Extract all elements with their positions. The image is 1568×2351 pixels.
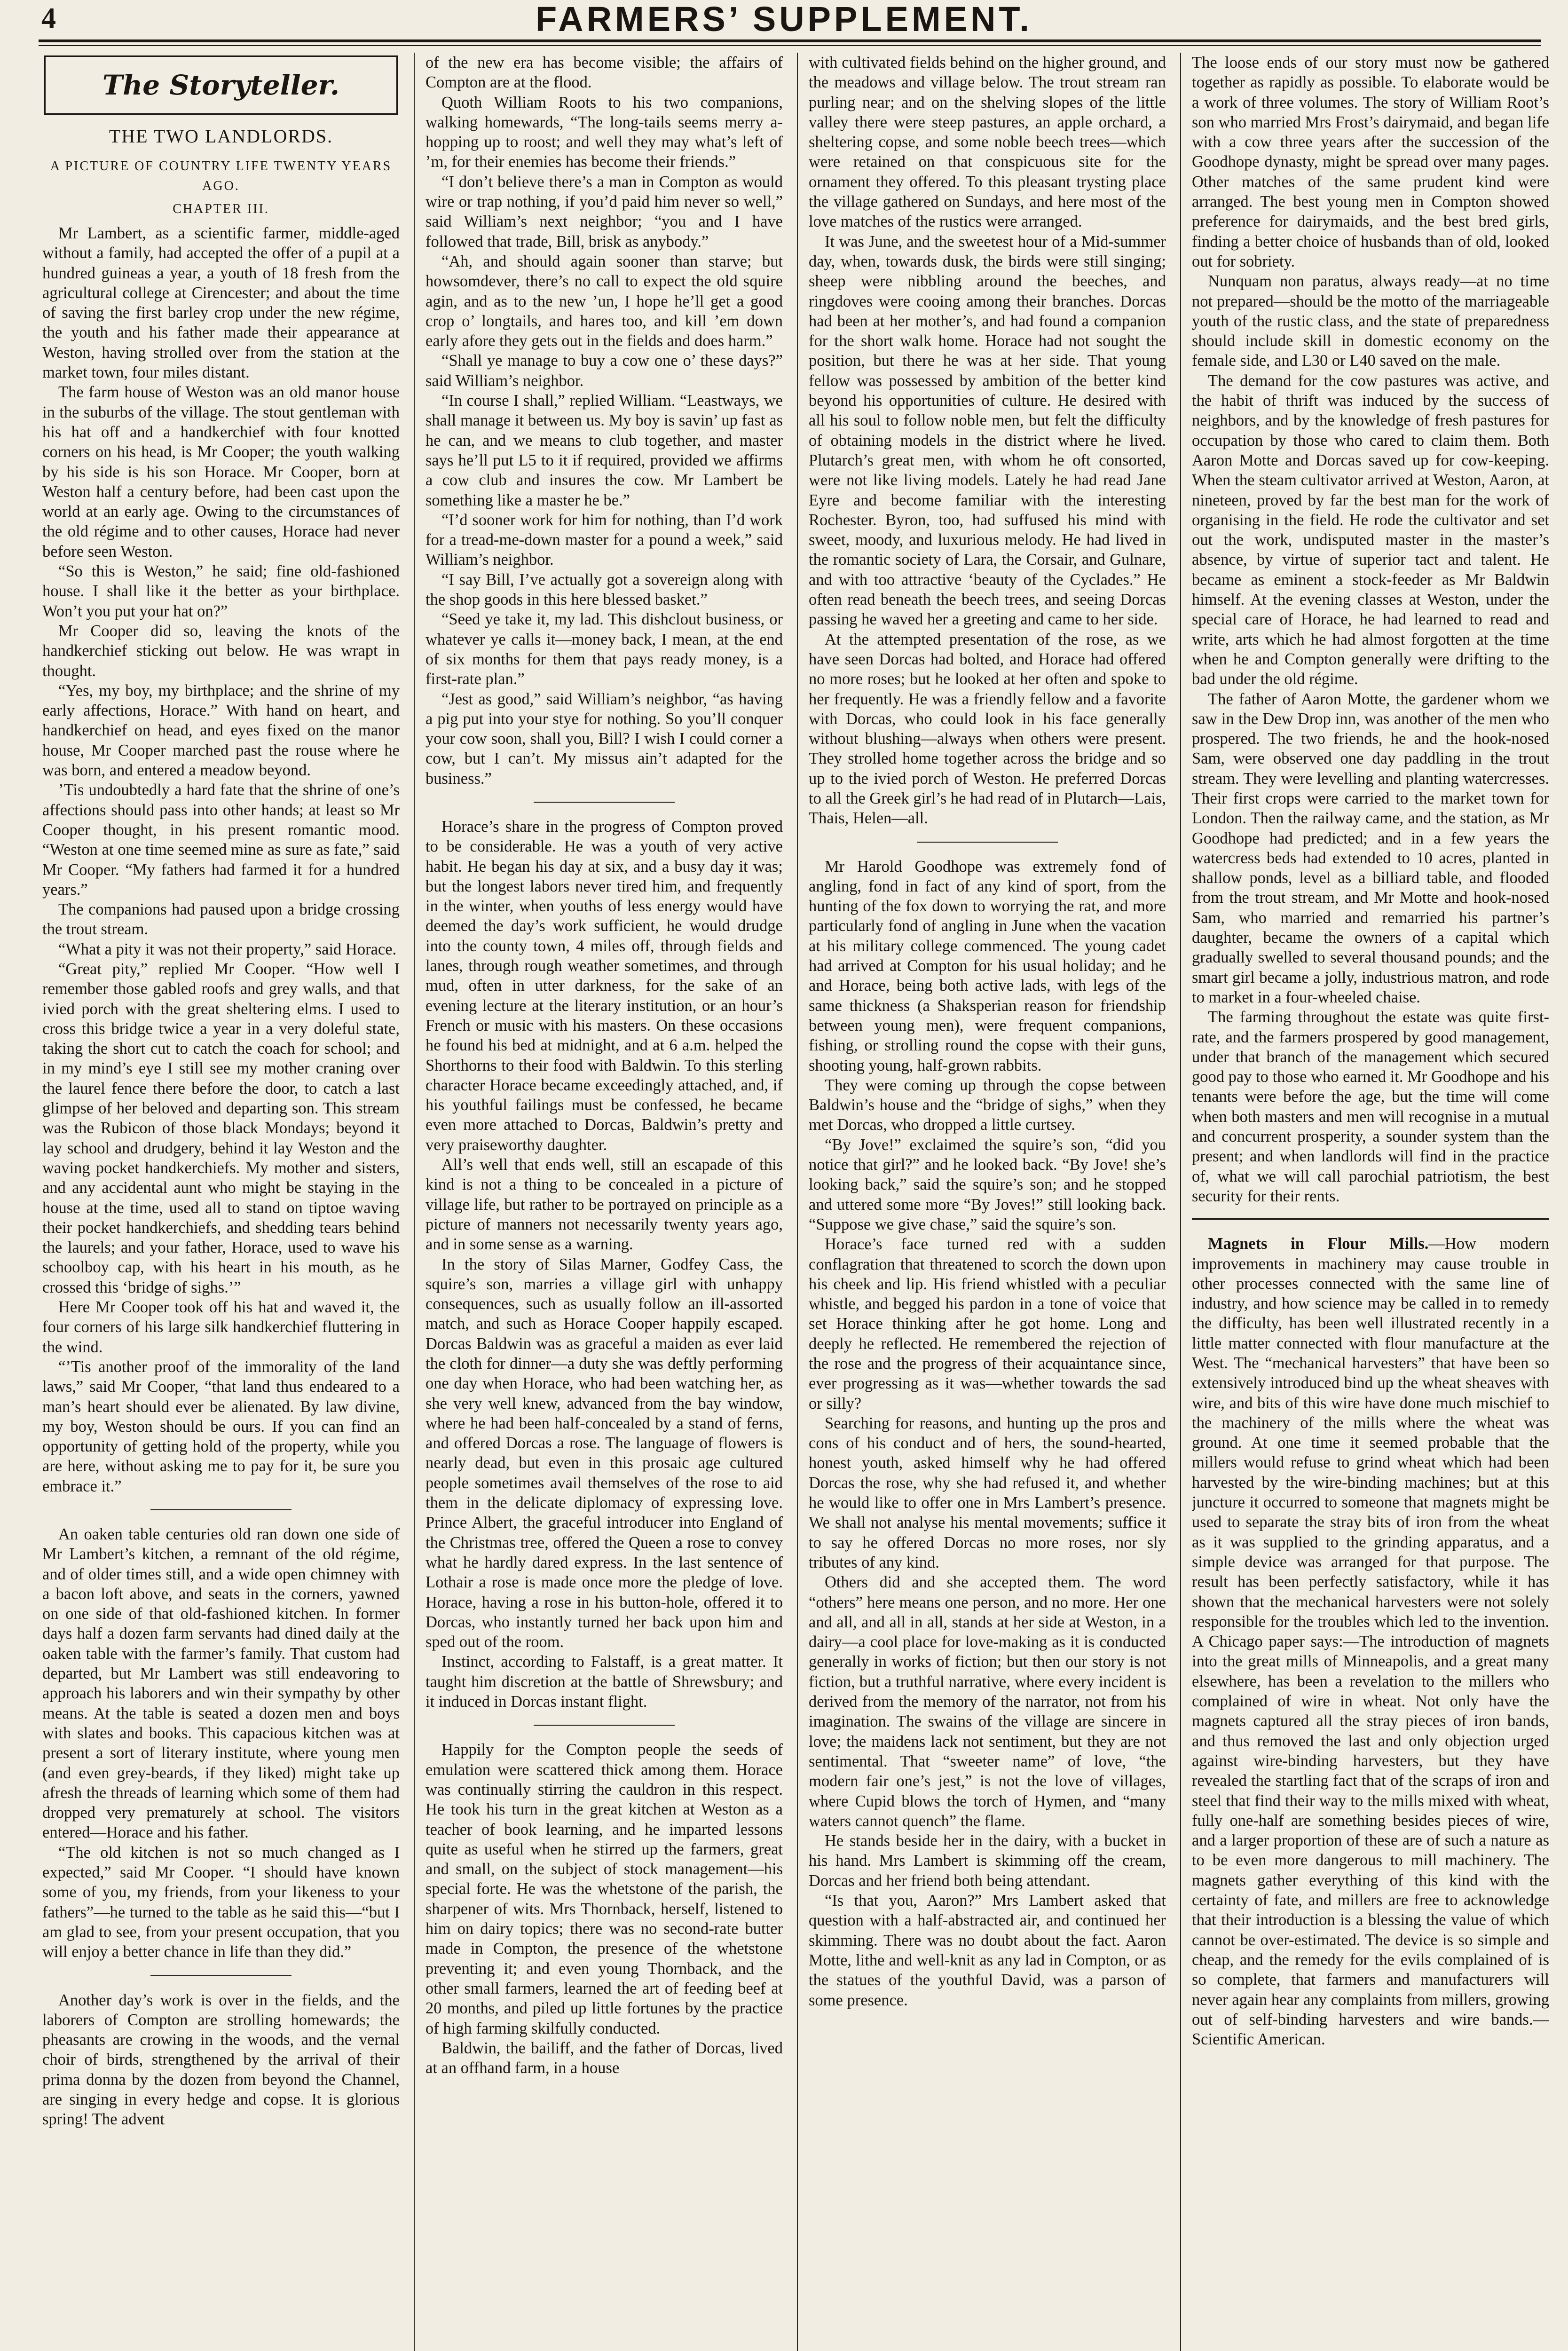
paragraph <box>1192 1234 1549 2049</box>
masthead <box>0 0 1568 37</box>
column-divider <box>414 53 415 2351</box>
paragraph: “Shall ye manage to buy a cow one o’ these days?” said William’s neighbor. <box>425 352 783 390</box>
column-1 <box>42 53 400 2351</box>
paragraph: Horace’s face turned red with a sudden conflagration that threatened to scorch the down upon his cheek and lip. His friend whistled with a peculiar whistle, and begged his pardon in a tone of voice that set Horace thinking after he got home. Long and deeply he reflected. He remembered the rejection of the rose and the progress of their acquaintance since, ever progressing as it was—whether towards the sad or silly? <box>809 1235 1166 1412</box>
paragraph: “Ah, and should again sooner than starve; but howsomdever, there’s no call to expect the old squire agin, and as to the new ’un, I hope he’ll get a good crop o’ longtails, and hares too, and kill ’em down early afore they gets out in the fields and does harm.” <box>425 252 783 350</box>
paragraph: Here Mr Cooper took off his hat and waved it, the four corners of his large silk handkerchief fluttering in the wind. <box>42 1298 400 1356</box>
paragraph: “Seed ye take it, my lad. This dishclout business, or whatever ye calls it—money back, I mean, at the end of six months for them that pays ready money, is a first-rate plan.” <box>425 610 783 688</box>
paragraph: An oaken table centuries old ran down one side of Mr Lambert’s kitchen, a remnant of the old régime, and of older times still, and a wide open chimney with a bacon loft above, and seats in the corners, yawned on one side of that old-fashioned kitchen. In former days half a dozen farm servants had dined daily at the oaken table with the farmer’s family. That custom had departed, but Mr Lambert was still endeavoring to approach his laborers and win their sympathy by other means. At the table is seated a dozen men and boys with slates and books. This capacious kitchen was at present a sort of literary institute, where young men (and even grey-beards, if they liked) might take up afresh the threads of learning which some of them had dropped very prematurely at school. The visitors entered—Horace and his father. <box>42 1525 400 1842</box>
section-separator <box>150 1509 292 1510</box>
paragraph: “Jest as good,” said William’s neighbor, “as having a pig put into your stye for nothing. So you’ll conquer your cow soon, shall you, Bill? I wish I could corner a cow, but I can’t. My missus ain’t adapted for the business.” <box>425 690 783 788</box>
paragraph: Instinct, according to Falstaff, is a great matter. It taught him discretion at the battle of Shrewsbury; and it induced in Dorcas instant flight. <box>425 1653 783 1711</box>
paragraph: Quoth William Roots to his two companions, walking homewards, “The long-tails seems merry a-hopping up to roost; and well they may what’s left of ’m, for their enemies has become their friends.” <box>425 93 783 171</box>
paragraph: “Yes, my boy, my birthplace; and the shrine of my early affections, Horace.” With hand on heart, and handkerchief on head, and eyes fixed on the manor house, Mr Cooper marched past the rouse where he was born, and entered a meadow beyond. <box>42 681 400 780</box>
paragraph: Horace’s share in the progress of Compton proved to be considerable. He was a youth of very active habit. He began his day at six, and a busy day it was; but the longest labors never tired him, and frequently in the winter, when youths of less energy would have deemed the day’s work sufficient, he would drudge into the county town, 4 miles off, through fields and lanes, through rough weather sometimes, and through mud, often in utter darkness, for the sake of an evening lecture at the literary institution, or an hour’s French or music with his masters. On these occasions he found his bed at midnight, and at 6 a.m. helped the Shorthorns to their food with Baldwin. To this sterling character Horace became exceedingly attached, and, if his youthful failings must be confessed, he became even more attached to Dorcas, Baldwin’s pretty and very praiseworthy daughter. <box>425 817 783 1154</box>
masthead-rule <box>39 39 1541 42</box>
article-divider <box>1192 1218 1549 1220</box>
paragraph: The father of Aaron Motte, the gardener whom we saw in the Dew Drop inn, was another of the men who prospered. The two friends, he and the hook-nosed Sam, were observed one day paddling in the trout stream. They were levelling and planting watercresses. Their first crops were carried to the market town for London. Then the railway came, and the station, as Mr Goodhope had predicted; and in a few years the watercress beds had extended to 10 acres, planted in shallow ponds, level as a billiard table, and flooded from the trout stream, and Mr Motte and hook-nosed Sam, who married and remarried his partner’s daughter, became the owners of a capital which gradually swelled to several thousand pounds; and the smart girl became a jolly, industrious matron, and rode to market in a four-wheeled chaise. <box>1192 690 1549 1006</box>
paragraph: Mr Harold Goodhope was extremely fond of angling, fond in fact of any kind of sport, from the hunting of the fox down to worrying the rat, and more particularly fond of angling in June when the vacation at his military college commenced. The young cadet had arrived at Compton for his usual holiday; and he and Horace, being both active lads, with legs of the same thickness (a Shaksperian reason for friendship between young men), were frequent companions, fishing, or strolling round the copse with their guns, shooting young, half-grown rabbits. <box>809 857 1166 1074</box>
paragraph: Mr Lambert, as a scientific farmer, middle-aged without a family, had accepted the offer of a pupil at a hundred guineas a year, a youth of 18 fresh from the agricultural college at Cirencester; and about the time of saving the first barley crop under the new régime, the youth and his father made their appearance at Weston, having strolled over from the station at the market town, four miles distant. <box>42 224 400 382</box>
section-separator <box>917 842 1058 843</box>
story-title: THE TWO LANDLORDS. <box>109 126 333 147</box>
section-heading: The Storyteller. <box>102 69 340 101</box>
column-2 <box>425 53 783 2351</box>
paragraph: Mr Cooper did so, leaving the knots of the handkerchief sticking out below. He was wrapt in thought. <box>42 622 400 680</box>
story-subtitle: A PICTURE OF COUNTRY LIFE TWENTY YEARS AGO. <box>50 159 392 193</box>
paragraph: They were coming up through the copse between Baldwin’s house and the “bridge of sighs,” when they met Dorcas, who dropped a little curtsey. <box>809 1076 1166 1134</box>
paragraph: He stands beside her in the dairy, with a bucket in his hand. Mrs Lambert is skimming off the cream, Dorcas and her friend both being attendant. <box>809 1832 1166 1890</box>
section-separator <box>534 1725 675 1726</box>
paragraph: with cultivated fields behind on the higher ground, and the meadows and village below. The trout stream ran purling near; and on the shelving slopes of the little valley there were steep pastures, an apple orchard, a sheltering copse, and some noble beech trees—which were retained on that conspicuous site for the ornament they offered. To this pleasant trysting place the village gathered on Sundays, and here most of the love matches of the rustics were arranged. <box>809 54 1166 231</box>
paragraph: The demand for the cow pastures was active, and the habit of thrift was induced by the success of neighbors, and by the knowledge of fresh pastures for occupation by those who cared to claim them. Both Aaron Motte and Dorcas saved up for cow-keeping. When the steam cultivator arrived at Weston, Aaron, at nineteen, proved by far the best man for the work of organising in the field. He rode the cultivator and set out the work, undisputed master in the master’s absence, by virtue of superior tact and talent. He became as eminent a stock-feeder as Mr Baldwin himself. At the evening classes at Weston, under the special care of Horace, he had learned to read and write, arts which he had almost forgotten at the time when he and Compton generally were drifting to the bad under the old régime. <box>1192 371 1549 688</box>
paragraph: At the attempted presentation of the rose, as we have seen Dorcas had bolted, and Horace had offered no more roses; but he looked at her often and spoke to her frequently. He was a friendly fellow and a favorite with Dorcas, who could look in his face generally without blushing—always when others were present. They strolled home together across the bridge and so up to the ivied porch of Weston. He preferred Dorcas to all the Greek girl’s he had read of in Plutarch—Lais, Thais, Helen—all. <box>809 630 1166 828</box>
paragraph: “I say Bill, I’ve actually got a sovereign along with the shop goods in this here blessed basket.” <box>425 570 783 609</box>
paragraph: Another day’s work is over in the fields, and the laborers of Compton are strolling homewards; the pheasants are crowing in the woods, and the vernal choir of birds, strengthened by the arrival of their prima donna by the dozen from beyond the Channel, are singing in every hedge and copse. It is glorious spring! The advent <box>42 1991 400 2129</box>
paragraph: “I’d sooner work for him for nothing, than I’d work for a tread-me-down master for a pound a week,” said William’s neighbor. <box>425 511 783 569</box>
paragraph: The farming throughout the estate was quite first-rate, and the farmers prospered by good management, under that branch of the management which secured good pay to those who earned it. Mr Goodhope and his tenants were before the age, but the time will come when both masters and men will recognise in a mutual and concurrent prosperity, a sounder system than the present; and when landlords will find in the practice of, what we will call parochial patriotism, the best security for their rents. <box>1192 1008 1549 1205</box>
section-separator <box>150 1975 292 1976</box>
paragraph: Searching for reasons, and hunting up the pros and cons of his conduct and of hers, the sound-hearted, honest youth, asked himself why he had offered Dorcas the rose, why she had refused it, and whether he would like to offer one in Mrs Lambert’s presence. We shall not analyse his mental movements; suffice it to say he offered Dorcas no more roses, nor sly tributes of any kind. <box>809 1414 1166 1571</box>
paragraph: The companions had paused upon a bridge crossing the trout stream. <box>42 900 400 939</box>
paragraph: of the new era has become visible; the affairs of Compton are at the flood. <box>425 54 783 92</box>
article-headline: Magnets in Flour Mills. <box>1208 1235 1429 1253</box>
paragraph: In the story of Silas Marner, Godfey Cass, the squire’s son, marries a village girl with unhappy consequences, such as usually follow an ill-assorted match, and such as Horace Cooper happily escaped. Dorcas Baldwin was as graceful a maiden as ever laid the cloth for dinner—a duty she was deftly performing one day when Horace, who had been watching her, as she very well knew, advanced from the bay window, where he had been half-concealed by a stand of ferns, and offered Dorcas a rose. The language of flowers is nearly dead, but even in this prosaic age cultured people sometimes avail themselves of the rose to aid them in the delicate diplomacy of expressing love. Prince Albert, the graceful introducer into England of the Christmas tree, offered the Queen a rose to convey what he hardly dared express. In the last sentence of Lothair a rose is made once more the pledge of love. Horace, having a rose in his button-hole, offered it to Dorcas, who instantly turned her back upon him and sped out of the room. <box>425 1255 783 1651</box>
paragraph: “In course I shall,” replied William. “Leastways, we shall manage it between us. My boy is savin’ up fast as he can, and we means to club together, and master says he’ll put L5 to it if required, provided we affirms a cow club and insures the cow. Mr Lambert be something like a master he be.” <box>425 392 783 509</box>
paragraph: “What a pity it was not their property,” said Horace. <box>58 940 397 958</box>
section-heading-box <box>44 55 398 115</box>
paragraph: All’s well that ends well, still an escapade of this kind is not a thing to be concealed in a picture of village life, but rather to be portrayed on principle as a picture of manners not necessarily twenty years ago, and in some sense as a warning. <box>425 1156 783 1254</box>
paragraph: Others did and she accepted them. The word “others” here means one person, and no more. Her one and all, and all in all, stands at her side at Weston, in a dairy—a cool place for love-making as it is conducted generally in works of fiction; but then our story is not fiction, but a truthful narrative, where every incident is derived from the memory of the narrator, not from his imagination. The swains of the village are sincere in love; the maidens lack not sentiment, but they are not sentimental. That “sweeter name” of love, “the modern fair one’s jest,” is not the love of villages, where Cupid blows the torch of Hymen, and “many waters cannot quench” the flame. <box>809 1573 1166 1830</box>
paragraph: “The old kitchen is not so much changed as I expected,” said Mr Cooper. “I should have known some of you, my friends, from your likeness to your fathers”—he turned to the table as he said this—“but I am glad to see, from your present occupation, that you will enjoy a better chance in life than they did.” <box>42 1843 400 1961</box>
paragraph: ’Tis undoubtedly a hard fate that the shrine of one’s affections should pass into other hands; at least so Mr Cooper thought, in his present romantic mood. “Weston at one time seemed mine as sure as fate,” said Mr Cooper. “My fathers had farmed it for a hundred years.” <box>42 781 400 899</box>
section-separator <box>534 802 675 803</box>
paragraph: The loose ends of our story must now be gathered together as rapidly as possible. To elaborate would be a work of three volumes. The story of William Root’s son who married Mrs Frost’s dairymaid, and began life with a cow three years after the succession of the Goodhope dynasty, might be spread over many pages. Other matches of the same prudent kind were arranged. The best young men in Compton showed preference for dairymaids, and the best bred girls, finding a better choice of husbands than of old, looked out for sobriety. <box>1192 54 1549 270</box>
column-3 <box>809 53 1166 2351</box>
column-4 <box>1192 53 1549 2351</box>
paragraph: “By Jove!” exclaimed the squire’s son, “did you notice that girl?” and he looked back. “By Jove! she’s looking back,” said the squire’s son; and he stopped and uttered some more “By Joves!” still looking back. “Suppose we give chase,” said the squire’s son. <box>809 1136 1166 1233</box>
page-number: 4 <box>41 2 56 34</box>
column-divider <box>797 53 798 2351</box>
column-divider <box>1180 53 1181 2351</box>
paragraph: “Great pity,” replied Mr Cooper. “How well I remember those gabled roofs and grey walls, and that ivied porch with the great sheltering elms. I used to cross this bridge twice a year in a very doleful state, taking the short cut to catch the coach for school; and in my mind’s eye I still see my mother craning over the laurel fence there before the door, to catch a last glimpse of her beloved and departing son. This stream was the Rubicon of those black Mondays; beyond it lay school and drudgery, behind it lay Weston and the waving pocket handkerchiefs. My mother and sisters, and any accidental aunt who might be staying in the house at the time, used all to stand on tiptoe waving their pocket handkerchiefs, and shedding tears behind the laurels; and your father, Horace, used to wave his schoolboy cap, with his heart in his mouth, as he crossed this ‘bridge of sighs.’” <box>42 960 400 1296</box>
masthead-rule-thin <box>39 45 1541 46</box>
paragraph: Happily for the Compton people the seeds of emulation were scattered thick among them. Horace was continually stirring the cauldron in this respect. He took his turn in the great kitchen at Weston as a teacher of book learning, and he imparted lessons quite as useful when he stirred up the farmers, great and small, on the subject of stock management—his special forte. He was the whetstone of the parish, the sharpener of wits. Mrs Thornback, herself, listened to him on dairy topics; there was no second-rate butter made in Compton, the presence of the whetstone preventing it; and even young Thornback, and the other small farmers, learned the art of feeding beef at 20 months, and piled up little fortunes by the practice of high farming skilfully conducted. <box>425 1741 783 2037</box>
paragraph: The farm house of Weston was an old manor house in the suburbs of the village. The stout gentleman with his hat off and a handkerchief with four knotted corners on his head, is Mr Cooper; the youth walking by his side is his son Horace. Mr Cooper, born at Weston half a century before, had been cast upon the world at an early age. Owing to the circumstances of the old régime and to other causes, Horace had never before seen Weston. <box>42 383 400 560</box>
paragraph: Nunquam non paratus, always ready—at no time not prepared—should be the motto of the marriageable youth of the rustic class, and the state of preparedness should include skill in domestic economy on the female side, and L30 or L40 saved on the male. <box>1192 272 1549 370</box>
paragraph: “’Tis another proof of the immorality of the land laws,” said Mr Cooper, “that land thus endeared to a man’s heart should ever be alienated. By law divine, my boy, Weston should be ours. If you can find an opportunity of getting hold of the property, while you are here, without asking me to pay for it, be sure you embrace it.” <box>42 1357 400 1495</box>
paragraph: “Is that you, Aaron?” Mrs Lambert asked that question with a half-abstracted air, and continued her skimming. There was no doubt about the fact. Aaron Motte, lithe and well-knit as any lad in Compton, or as the statues of the youthful David, was a parson of some presence. <box>809 1892 1166 2009</box>
paragraph-text: —How modern improvements in machinery may cause trouble in other processes connected with the same line of industry, and how science may be called in to remedy the difficulty, has been well illustrated recently in a little matter connected with flour manufacture at the West. The “mechanical harvesters” that have been so extensively introduced bind up the wheat sheaves with wire, and bits of this wire have done much mischief to the machinery of the mills where the wheat was ground. At one time it seemed probable that the millers would refuse to grind wheat which had been harvested by the wire-binding machines; but at this juncture it occurred to someone that magnets might be used to separate the stray bits of iron from the wheat as it was supplied to the grinding apparatus, and a simple device was arranged for that purpose. The result has been perfectly satisfactory, while it has shown that the mechanical harvesters were not solely responsible for the troubles which led to the invention. A Chicago paper says:—The introduction of magnets into the great mills of Minneapolis, and a great many elsewhere, has been a revelation to the millers who complained of wire in wheat. Not only have the magnets captured all the stray pieces of iron bands, and thus removed the last and only objection urged against wire-binding harvesters, but they have revealed the startling fact that of the scraps of iron and steel that find their way to the mills mixed with wheat, fully one-half are something besides pieces of wire, and a larger proportion of these are of such a nature as to be even more dangerous to mill machinery. The magnets gather everything of this kind with the certainty of fate, and millers are free to acknowledge that their introduction is a blessing the value of which cannot be over-estimated. The device is so simple and cheap, and the remedy for the evils complained of is so complete, that farmers and manufacturers will never again hear any complaints from millers, growing out of self-binding harvesters and wire bands.—Scientific American. <box>1192 1235 1549 2049</box>
paragraph: “So this is Weston,” he said; fine old-fashioned house. I shall like it the better as your birthplace. Won’t you put your hat on?” <box>42 562 400 620</box>
paragraph: It was June, and the sweetest hour of a Mid-summer day, when, towards dusk, the birds were still singing; sheep were nibbling around the beeches, and ringdoves were cooing among their branches. Dorcas had been at her mother’s, and had found a companion for the short walk home. Horace had not sought the position, but there he was at her side. That young fellow was possessed by ambition of the better kind beyond his opportunities of culture. He desired with all his soul to follow noble men, but felt the difficulty of obtaining models in the district where he lived. Plutarch’s great men, with whom he oft consorted, were not like living models. Lately he had read Jane Eyre and become familiar with the interesting Rochester. Byron, too, had suffused his mind with sweet, moody, and luxurious melody. He had lived in the romantic society of Lara, the Corsair, and Gulnare, and with too attractive ‘beauty of the Cyclades.” He often read beneath the beech trees, and seeing Dorcas passing he waved her a greeting and came to her side. <box>809 232 1166 629</box>
chapter-heading: CHAPTER III. <box>173 202 269 216</box>
paragraph: “I don’t believe there’s a man in Compton as would wire or trap nothing, if you’d paid him never so well,” said William’s next neighbor; “you and I have followed that trade, Bill, brisk as anybody.” <box>425 173 783 251</box>
paragraph: Baldwin, the bailiff, and the father of Dorcas, lived at an offhand farm, in a house <box>425 2039 783 2077</box>
newspaper-title: FARMERS’ SUPPLEMENT. <box>536 0 1032 39</box>
